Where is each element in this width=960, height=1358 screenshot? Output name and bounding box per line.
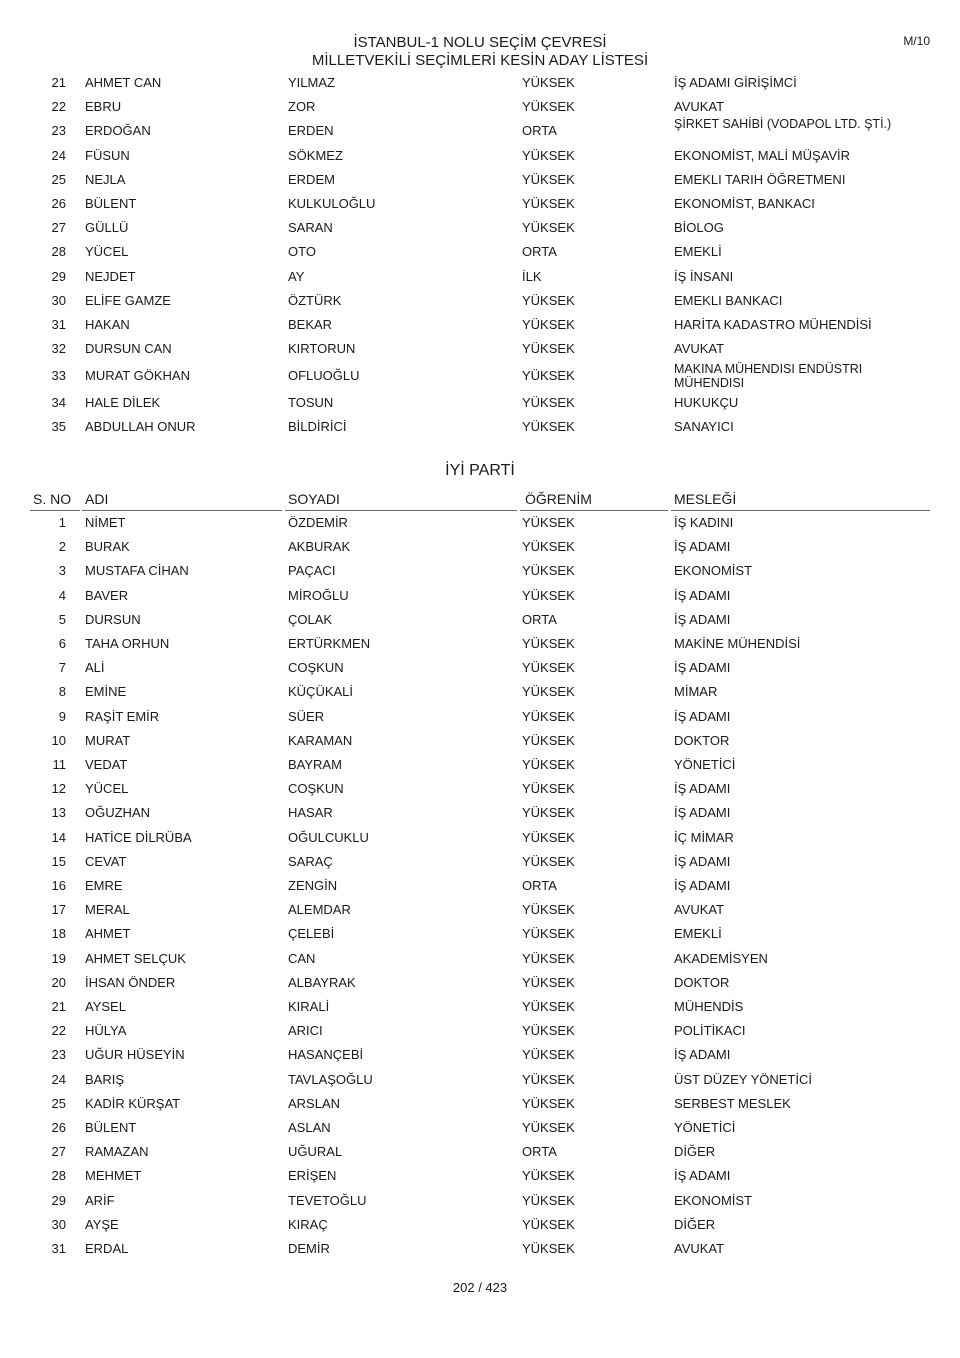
cell-ogrenim: YÜKSEK — [522, 1047, 575, 1063]
cell-ogrenim: YÜKSEK — [522, 539, 575, 555]
cell-meslegi: MİMAR — [674, 684, 718, 700]
cell-ogrenim: YÜKSEK — [522, 805, 575, 821]
table-row — [0, 192, 960, 216]
cell-meslegi: EMEKLİ — [674, 926, 722, 942]
cell-soyadi: ARSLAN — [288, 1095, 341, 1111]
cell-no: 20 — [51, 974, 66, 990]
cell-no: 7 — [58, 660, 66, 676]
cell-soyadi: COŞKUN — [288, 660, 344, 676]
page-code: M/10 — [903, 34, 930, 48]
cell-meslegi: İŞ İNSANI — [674, 268, 734, 284]
cell-ogrenim: YÜKSEK — [522, 1168, 575, 1184]
cell-adi: EBRU — [85, 99, 122, 115]
cell-ogrenim: YÜKSEK — [522, 902, 575, 918]
cell-no: 29 — [51, 268, 66, 284]
cell-soyadi: HASANÇEBİ — [288, 1047, 364, 1063]
table-row — [0, 119, 960, 143]
cell-soyadi: ÇOLAK — [288, 611, 333, 627]
cell-no: 24 — [51, 1071, 66, 1087]
cell-ogrenim: YÜKSEK — [522, 636, 575, 651]
cell-soyadi: SÜER — [288, 708, 325, 724]
cell-meslegi: İŞ ADAMI — [674, 1047, 731, 1063]
cell-soyadi: ERDEN — [288, 123, 334, 139]
cell-soyadi: YILMAZ — [288, 75, 335, 90]
cell-adi: AHMET SELÇUK — [85, 950, 186, 966]
table-row — [0, 971, 960, 995]
cell-soyadi: BEKAR — [288, 317, 333, 332]
cell-soyadi: MİROĞLU — [288, 587, 349, 603]
cell-meslegi: ŞİRKET SAHİBİ (VODAPOL LTD. ŞTİ.) — [674, 117, 892, 132]
cell-adi: EMRE — [85, 878, 123, 893]
cell-adi: BÜLENT — [85, 196, 137, 211]
cell-ogrenim: YÜKSEK — [522, 757, 575, 772]
cell-ogrenim: YÜKSEK — [522, 926, 575, 942]
cell-soyadi: TOSUN — [288, 395, 334, 411]
table-row — [0, 1019, 960, 1043]
cell-adi: YÜCEL — [85, 781, 129, 797]
cell-soyadi: ÖZTÜRK — [288, 292, 342, 308]
cell-meslegi: İŞ ADAMI — [674, 539, 731, 555]
table-row — [0, 1043, 960, 1067]
cell-meslegi: SANAYICI — [674, 419, 734, 435]
cell-ogrenim: YÜKSEK — [522, 1241, 575, 1256]
cell-meslegi: İŞ ADAMI — [674, 611, 731, 627]
cell-soyadi: TEVETOĞLU — [288, 1192, 367, 1208]
cell-no: 27 — [51, 1144, 66, 1160]
cell-no: 6 — [58, 636, 66, 651]
cell-adi: MERAL — [85, 902, 130, 918]
cell-soyadi: ÇELEBİ — [288, 926, 335, 942]
cell-ogrenim: YÜKSEK — [522, 395, 575, 411]
cell-soyadi: ALEMDAR — [288, 902, 351, 918]
cell-meslegi: SERBEST MESLEK — [674, 1095, 791, 1111]
cell-meslegi: HUKUKÇU — [674, 395, 739, 411]
cell-no: 22 — [51, 1023, 66, 1039]
cell-ogrenim: YÜKSEK — [522, 341, 575, 357]
cell-soyadi: KÜÇÜKALİ — [288, 684, 354, 700]
column-header-soyadi: SOYADI — [288, 491, 340, 507]
table-row — [0, 337, 960, 361]
cell-soyadi: ERTÜRKMEN — [288, 636, 371, 651]
cell-adi: BÜLENT — [85, 1120, 137, 1135]
cell-adi: BAVER — [85, 587, 129, 603]
cell-adi: RAMAZAN — [85, 1144, 149, 1160]
cell-soyadi: OĞULCUKLU — [288, 829, 369, 845]
cell-ogrenim: YÜKSEK — [522, 196, 575, 211]
cell-no: 1 — [58, 515, 66, 530]
cell-ogrenim: İLK — [522, 268, 542, 284]
cell-meslegi: EMEKLI BANKACI — [674, 292, 783, 308]
table-row — [0, 1068, 960, 1092]
table-row — [0, 1237, 960, 1261]
cell-ogrenim: YÜKSEK — [522, 1095, 575, 1111]
cell-adi: RAŞİT EMİR — [85, 708, 160, 724]
cell-ogrenim: YÜKSEK — [522, 317, 575, 332]
cell-adi: ERDOĞAN — [85, 123, 151, 139]
cell-ogrenim: YÜKSEK — [522, 660, 575, 676]
table-row — [0, 168, 960, 192]
cell-no: 25 — [51, 171, 66, 187]
cell-no: 31 — [51, 1241, 66, 1256]
table-row — [0, 680, 960, 704]
cell-meslegi: YÖNETİCİ — [674, 757, 736, 772]
cell-no: 15 — [51, 853, 66, 869]
cell-soyadi: BİLDİRİCİ — [288, 419, 347, 435]
cell-ogrenim: YÜKSEK — [522, 1120, 575, 1135]
cell-adi: HATİCE DİLRÜBA — [85, 829, 192, 845]
cell-adi: BARIŞ — [85, 1071, 125, 1087]
table-row — [0, 1116, 960, 1140]
table-row — [0, 947, 960, 971]
cell-no: 29 — [51, 1192, 66, 1208]
table-row — [0, 729, 960, 753]
cell-no: 21 — [51, 75, 66, 90]
cell-ogrenim: YÜKSEK — [522, 587, 575, 603]
cell-no: 5 — [58, 611, 66, 627]
cell-adi: HAKAN — [85, 317, 130, 332]
cell-soyadi: DEMİR — [288, 1241, 330, 1256]
cell-adi: KADİR KÜRŞAT — [85, 1095, 181, 1111]
cell-adi: AHMET CAN — [85, 75, 162, 90]
table-row — [0, 240, 960, 264]
cell-soyadi: SARAN — [288, 220, 333, 236]
cell-adi: ARİF — [85, 1192, 115, 1208]
cell-ogrenim: YÜKSEK — [522, 147, 575, 163]
table-row — [0, 632, 960, 656]
cell-soyadi: KULKULOĞLU — [288, 196, 376, 211]
cell-no: 28 — [51, 1168, 66, 1184]
table-row — [0, 874, 960, 898]
cell-ogrenim: ORTA — [522, 244, 557, 260]
cell-ogrenim: YÜKSEK — [522, 292, 575, 308]
cell-ogrenim: YÜKSEK — [522, 75, 575, 90]
party-name: İYİ PARTİ — [445, 462, 515, 479]
cell-meslegi: DİĞER — [674, 1144, 716, 1160]
cell-meslegi: EKONOMİST, BANKACI — [674, 196, 815, 211]
cell-adi: UĞUR HÜSEYİN — [85, 1047, 185, 1063]
cell-meslegi: DİĞER — [674, 1216, 716, 1232]
cell-adi: NEJLA — [85, 171, 126, 187]
cell-soyadi: PAÇACI — [288, 563, 336, 579]
table-row — [0, 362, 960, 391]
cell-meslegi: İŞ KADINI — [674, 515, 734, 530]
cell-no: 34 — [51, 395, 66, 411]
table-row — [0, 265, 960, 289]
cell-adi: DURSUN CAN — [85, 341, 172, 357]
cell-meslegi: EKONOMİST — [674, 1192, 753, 1208]
document-title-line1: İSTANBUL-1 NOLU SEÇİM ÇEVRESİ — [353, 34, 607, 51]
cell-adi: MURAT — [85, 732, 131, 748]
cell-adi: CEVAT — [85, 853, 127, 869]
cell-no: 4 — [58, 587, 66, 603]
cell-ogrenim: YÜKSEK — [522, 563, 575, 579]
cell-adi: ALİ — [85, 660, 105, 676]
table-row — [0, 216, 960, 240]
cell-meslegi: POLİTİKACI — [674, 1023, 746, 1039]
cell-soyadi: BAYRAM — [288, 757, 342, 772]
cell-meslegi: İŞ ADAMI — [674, 781, 731, 797]
cell-meslegi: İŞ ADAMI — [674, 660, 731, 676]
cell-meslegi: ÜST DÜZEY YÖNETİCİ — [674, 1071, 812, 1087]
cell-ogrenim: YÜKSEK — [522, 999, 575, 1014]
table-row — [0, 584, 960, 608]
cell-ogrenim: YÜKSEK — [522, 1192, 575, 1208]
cell-ogrenim: YÜKSEK — [522, 708, 575, 724]
table-row — [0, 313, 960, 337]
table-row — [0, 71, 960, 95]
cell-soyadi: ALBAYRAK — [288, 974, 356, 990]
cell-adi: HÜLYA — [85, 1023, 127, 1039]
cell-no: 35 — [51, 419, 66, 435]
cell-meslegi: EKONOMİST — [674, 563, 753, 579]
cell-meslegi: YÖNETİCİ — [674, 1120, 736, 1135]
cell-meslegi: AVUKAT — [674, 99, 725, 115]
cell-no: 31 — [51, 317, 66, 332]
cell-ogrenim: YÜKSEK — [522, 732, 575, 748]
table-row — [0, 656, 960, 680]
table-row — [0, 1092, 960, 1116]
table-row — [0, 826, 960, 850]
cell-no: 27 — [51, 220, 66, 236]
cell-no: 26 — [51, 196, 66, 211]
cell-meslegi: HARİTA KADASTRO MÜHENDİSİ — [674, 317, 872, 332]
cell-soyadi: KIRALİ — [288, 999, 330, 1014]
cell-soyadi: ERDEM — [288, 171, 335, 187]
cell-no: 13 — [51, 805, 66, 821]
cell-adi: MURAT GÖKHAN — [85, 368, 190, 384]
cell-no: 24 — [51, 147, 66, 163]
cell-no: 28 — [51, 244, 66, 260]
cell-soyadi: ASLAN — [288, 1120, 331, 1135]
table-row — [0, 1140, 960, 1164]
cell-ogrenim: YÜKSEK — [522, 950, 575, 966]
cell-ogrenim: YÜKSEK — [522, 419, 575, 435]
table-row — [0, 898, 960, 922]
cell-meslegi: İŞ ADAMI — [674, 587, 731, 603]
column-header-meslegi: MESLEĞİ — [674, 491, 737, 507]
cell-meslegi: AKADEMİSYEN — [674, 950, 768, 966]
cell-adi: ELİFE GAMZE — [85, 292, 171, 308]
cell-ogrenim: ORTA — [522, 878, 557, 893]
cell-ogrenim: YÜKSEK — [522, 171, 575, 187]
cell-no: 22 — [51, 99, 66, 115]
cell-no: 23 — [51, 123, 66, 139]
cell-soyadi: ERİŞEN — [288, 1168, 337, 1184]
cell-soyadi: SARAÇ — [288, 853, 333, 869]
cell-ogrenim: YÜKSEK — [522, 99, 575, 115]
page-number: 202 / 423 — [452, 1280, 508, 1295]
cell-ogrenim: YÜKSEK — [522, 781, 575, 797]
cell-meslegi: İŞ ADAMI — [674, 708, 731, 724]
cell-meslegi: İŞ ADAMI — [674, 1168, 731, 1184]
cell-soyadi: AY — [288, 268, 305, 284]
cell-ogrenim: YÜKSEK — [522, 853, 575, 869]
cell-no: 16 — [51, 878, 66, 893]
table-row — [0, 777, 960, 801]
cell-meslegi: İÇ MİMAR — [674, 829, 734, 845]
cell-adi: TAHA ORHUN — [85, 636, 170, 651]
cell-meslegi: İŞ ADAMI GİRİŞİMCİ — [674, 75, 797, 90]
cell-soyadi: SÖKMEZ — [288, 147, 343, 163]
table-row — [0, 922, 960, 946]
cell-no: 26 — [51, 1120, 66, 1135]
cell-adi: ERDAL — [85, 1241, 129, 1256]
table-row — [0, 705, 960, 729]
cell-ogrenim: YÜKSEK — [522, 1023, 575, 1039]
table-row — [0, 559, 960, 583]
cell-meslegi: MAKİNE MÜHENDİSİ — [674, 636, 801, 651]
cell-soyadi: ÖZDEMİR — [288, 515, 348, 530]
cell-ogrenim: YÜKSEK — [522, 1216, 575, 1232]
cell-no: 12 — [51, 781, 66, 797]
cell-no: 14 — [51, 829, 66, 845]
table-row — [0, 608, 960, 632]
cell-no: 33 — [51, 368, 66, 384]
cell-soyadi: HASAR — [288, 805, 333, 821]
cell-meslegi: İŞ ADAMI — [674, 878, 731, 893]
cell-soyadi: OFLUOĞLU — [288, 368, 360, 384]
cell-adi: NEJDET — [85, 268, 136, 284]
cell-no: 3 — [58, 563, 66, 579]
cell-meslegi: MÜHENDİS — [674, 999, 744, 1014]
cell-soyadi: COŞKUN — [288, 781, 344, 797]
cell-adi: AYSEL — [85, 999, 126, 1014]
cell-meslegi: EKONOMİST, MALİ MÜŞAVİR — [674, 147, 851, 163]
cell-adi: İHSAN ÖNDER — [85, 974, 176, 990]
cell-soyadi: UĞURAL — [288, 1144, 343, 1160]
cell-adi: VEDAT — [85, 757, 128, 772]
cell-meslegi: EMEKLI TARIH ÖĞRETMENI — [674, 171, 846, 187]
cell-soyadi: TAVLAŞOĞLU — [288, 1071, 373, 1087]
table-row — [0, 511, 960, 535]
cell-ogrenim: YÜKSEK — [522, 1071, 575, 1087]
cell-adi: MUSTAFA CİHAN — [85, 563, 189, 579]
cell-adi: YÜCEL — [85, 244, 129, 260]
cell-no: 32 — [51, 341, 66, 357]
cell-adi: BURAK — [85, 539, 130, 555]
cell-no: 10 — [51, 732, 66, 748]
table-row — [0, 415, 960, 439]
table-row — [0, 535, 960, 559]
cell-adi: ABDULLAH ONUR — [85, 419, 196, 435]
table-header — [0, 488, 960, 510]
cell-adi: AYŞE — [85, 1216, 119, 1232]
cell-meslegi: DOKTOR — [674, 974, 730, 990]
cell-ogrenim: ORTA — [522, 1144, 557, 1160]
cell-meslegi: BİOLOG — [674, 220, 724, 236]
cell-meslegi: AVUKAT — [674, 902, 725, 918]
cell-meslegi: EMEKLİ — [674, 244, 722, 260]
column-header-ogrenim: ÖĞRENİM — [525, 491, 592, 507]
table-row — [0, 753, 960, 777]
cell-adi: OĞUZHAN — [85, 805, 150, 821]
cell-soyadi: OTO — [288, 244, 316, 260]
cell-soyadi: KARAMAN — [288, 732, 353, 748]
cell-no: 30 — [51, 1216, 66, 1232]
table-row — [0, 144, 960, 168]
cell-meslegi: AVUKAT — [674, 1241, 725, 1256]
cell-soyadi: ARICI — [288, 1023, 323, 1039]
cell-soyadi: ZOR — [288, 99, 316, 115]
cell-adi: MEHMET — [85, 1168, 142, 1184]
cell-ogrenim: YÜKSEK — [522, 684, 575, 700]
cell-meslegi: İŞ ADAMI — [674, 853, 731, 869]
cell-soyadi: CAN — [288, 950, 316, 966]
cell-soyadi: ZENGİN — [288, 878, 338, 893]
table-row — [0, 95, 960, 119]
table-row — [0, 1189, 960, 1213]
cell-soyadi: KIRAÇ — [288, 1216, 328, 1232]
cell-no: 2 — [58, 539, 66, 555]
cell-no: 17 — [51, 902, 66, 918]
cell-ogrenim: ORTA — [522, 611, 557, 627]
cell-meslegi: MAKINA MÜHENDISI ENDÜSTRI MÜHENDISI — [674, 362, 863, 391]
cell-ogrenim: YÜKSEK — [522, 368, 575, 384]
table-row — [0, 1213, 960, 1237]
table-row — [0, 801, 960, 825]
cell-meslegi: AVUKAT — [674, 341, 725, 357]
cell-no: 18 — [51, 926, 66, 942]
table-row — [0, 850, 960, 874]
cell-adi: HALE DİLEK — [85, 395, 161, 411]
cell-no: 30 — [51, 292, 66, 308]
cell-no: 25 — [51, 1095, 66, 1111]
cell-ogrenim: YÜKSEK — [522, 515, 575, 530]
cell-adi: FÜSUN — [85, 147, 130, 163]
cell-ogrenim: YÜKSEK — [522, 220, 575, 236]
cell-soyadi: KIRTORUN — [288, 341, 356, 357]
cell-no: 21 — [51, 999, 66, 1014]
cell-adi: DURSUN — [85, 611, 141, 627]
cell-soyadi: AKBURAK — [288, 539, 351, 555]
cell-no: 19 — [51, 950, 66, 966]
cell-adi: EMİNE — [85, 684, 127, 700]
cell-ogrenim: YÜKSEK — [522, 829, 575, 845]
cell-ogrenim: ORTA — [522, 123, 557, 139]
cell-adi: AHMET — [85, 926, 131, 942]
cell-no: 11 — [52, 757, 66, 772]
table-row — [0, 289, 960, 313]
table-row — [0, 1164, 960, 1188]
column-header-adi: ADI — [85, 491, 109, 507]
cell-no: 23 — [51, 1047, 66, 1063]
cell-adi: NİMET — [85, 515, 126, 530]
cell-no: 8 — [58, 684, 66, 700]
cell-no: 9 — [58, 708, 66, 724]
column-header-no: S. NO — [33, 491, 72, 507]
document-title-line2: MİLLETVEKİLİ SEÇİMLERİ KESİN ADAY LİSTESİ — [311, 52, 649, 69]
cell-meslegi: İŞ ADAMI — [674, 805, 731, 821]
cell-ogrenim: YÜKSEK — [522, 974, 575, 990]
cell-adi: GÜLLÜ — [85, 220, 129, 236]
cell-meslegi: DOKTOR — [674, 732, 730, 748]
table-row — [0, 391, 960, 415]
table-row — [0, 995, 960, 1019]
